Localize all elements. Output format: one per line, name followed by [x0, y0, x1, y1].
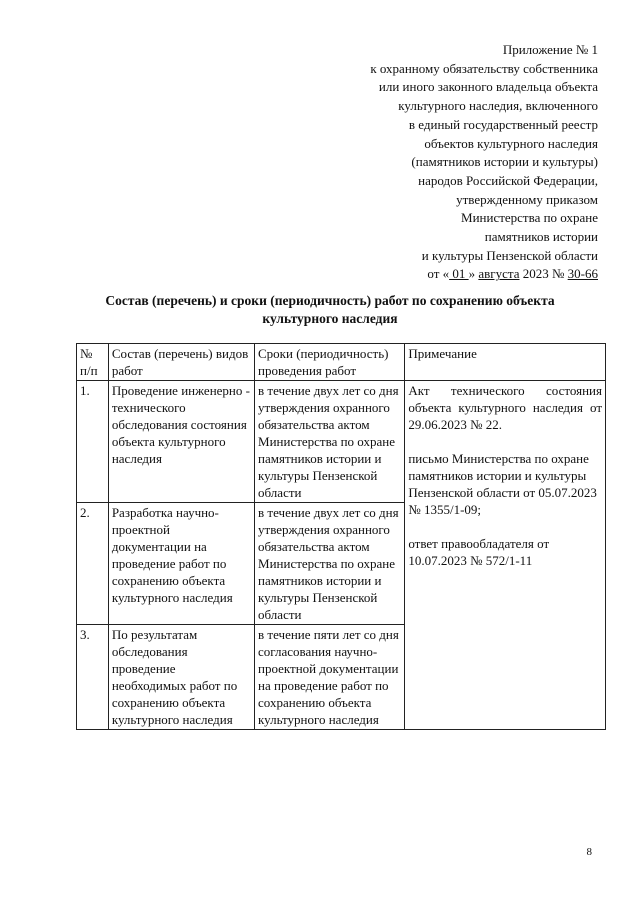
row-work: Проведение инженерно - технического обследования состояния объекта культурного наследия — [108, 381, 254, 503]
appendix-line: утвержденному приказом — [456, 191, 598, 207]
appendix-line: и культуры Пензенской области — [421, 247, 598, 263]
order-number: 30-66 — [567, 266, 598, 282]
title-line-1: Состав (перечень) и сроки (периодичность) работ по сохранению объекта — [105, 293, 555, 308]
appendix-line: Приложение № 1 — [502, 42, 598, 57]
page-number: 8 — [586, 846, 592, 858]
document-title — [60, 292, 600, 328]
row-term: в течение двух лет со дня утверждения охранного обязательства актом Министерства по охране памятников истории и культуры Пензенской области — [255, 381, 405, 503]
appendix-line: народов Российской Федерации, — [418, 172, 598, 188]
row-number: 1. — [77, 381, 109, 503]
header-work: Состав (перечень) видов работ — [108, 344, 254, 381]
date-day: 01 — [449, 266, 469, 282]
note-cell — [405, 381, 606, 730]
appendix-line: культурного наследия, включенного — [398, 98, 598, 114]
appendix-header — [278, 41, 598, 284]
appendix-line: или иного законного владельца объекта — [378, 79, 598, 95]
date-year: 2023 № — [519, 266, 568, 282]
row-work: Разработка научно-проектной документации на проведение работ по сохранению объекта культурного наследия — [108, 503, 254, 625]
appendix-line: (памятников истории и культуры) — [411, 154, 598, 170]
date-month: августа — [478, 266, 520, 282]
row-term: в течение двух лет со дня утверждения охранного обязательства актом Министерства по охране памятников истории и культуры Пензенской области — [255, 503, 405, 625]
appendix-line: к охранному обязательству собственника — [370, 60, 598, 76]
appendix-line: Министерства по охране — [461, 210, 598, 226]
appendix-line: объектов культурного наследия — [424, 135, 598, 151]
note-act-date: 29.06.2023 № 22. — [408, 417, 502, 432]
note-letter: письмо Министерства по охране памятников истории и культуры Пензенской области от 05.07.2023 № 1355/1-09; — [408, 451, 597, 517]
works-table — [76, 343, 606, 730]
header-term: Сроки (периодичность) проведения работ — [255, 344, 405, 381]
row-number: 2. — [77, 503, 109, 625]
row-number: 3. — [77, 625, 109, 730]
note-act: Акт технического состояния объекта культурного наследия от — [408, 383, 602, 415]
date-prefix: от « — [427, 266, 450, 282]
header-note: Примечание — [405, 344, 606, 381]
note-reply: ответ правообладателя от 10.07.2023 № 572/1-11 — [408, 536, 550, 568]
row-work: По результатам обследования проведение необходимых работ по сохранению объекта культурного наследия — [108, 625, 254, 730]
appendix-line: памятников истории — [484, 229, 598, 245]
table-header-row — [77, 344, 606, 381]
title-line-2: культурного наследия — [262, 311, 398, 326]
table-row — [77, 381, 606, 503]
row-term: в течение пяти лет со дня согласования научно-проектной документации на проведение работ по сохранению объекта культурного наследия — [255, 625, 405, 730]
date-mid: » — [468, 266, 479, 282]
appendix-date-line — [278, 265, 598, 284]
header-number: № п/п — [77, 344, 109, 381]
appendix-line: в единый государственный реестр — [408, 116, 598, 132]
